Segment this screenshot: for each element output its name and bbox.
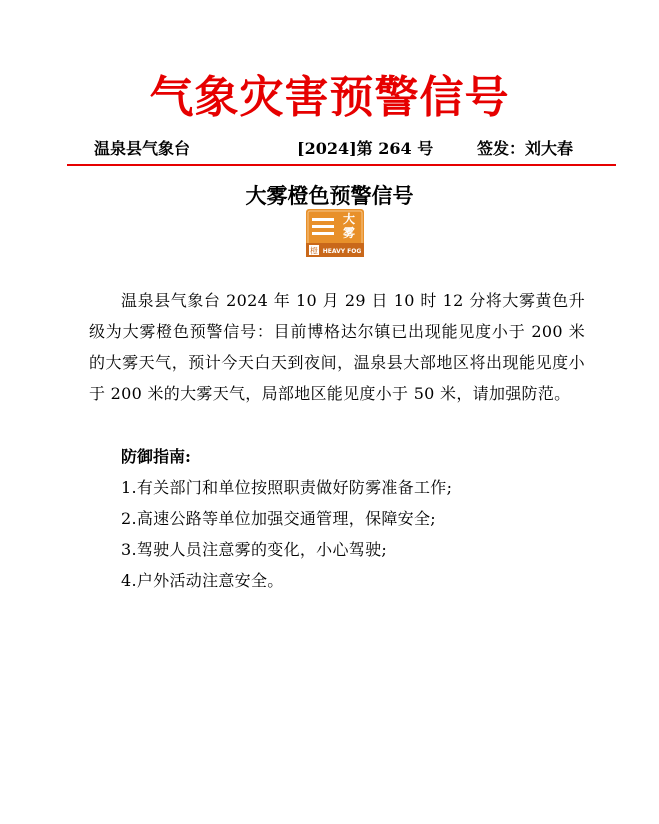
guide-heading: 防御指南: [121, 447, 191, 466]
document-title: 大雾橙色预警信号 [245, 184, 414, 208]
signer: 签发：刘大春 [477, 139, 574, 158]
icon-level-char: 橙 [310, 246, 318, 256]
guide-item: 4.户外活动注意安全。 [121, 571, 284, 590]
document-number: [2024]第 264 号 [297, 139, 434, 158]
body-paragraph: 温泉县气象台 2024 年 10 月 29 日 10 时 12 分将大雾黄色升级为大雾橙色预警信号：目前博格达尔镇已出现能见度小于 200 米的大雾天气，预计今天白天到夜间，温泉县大部地区将出现能见度小于 200 米的大雾天气，局部地区能见度小于 50 米，请加强防范。 [89, 291, 585, 403]
icon-small-char: 雾 [342, 226, 356, 240]
heavy-fog-orange-icon [306, 209, 364, 257]
header-title: 气象灾害预警信号 [149, 72, 510, 123]
guide-item: 3.驾驶人员注意雾的变化，小心驾驶; [121, 540, 388, 559]
icon-big-char: 大 [342, 212, 356, 226]
meta-row [0, 137, 659, 161]
red-divider [67, 164, 616, 166]
issuer-name: 温泉县气象台 [94, 139, 191, 158]
guide-item: 1.有关部门和单位按照职责做好防雾准备工作; [121, 478, 453, 497]
guide-item: 2.高速公路等单位加强交通管理，保障安全; [121, 509, 436, 528]
icon-caption: HEAVY FOG [322, 248, 362, 255]
guide-list [121, 472, 452, 596]
